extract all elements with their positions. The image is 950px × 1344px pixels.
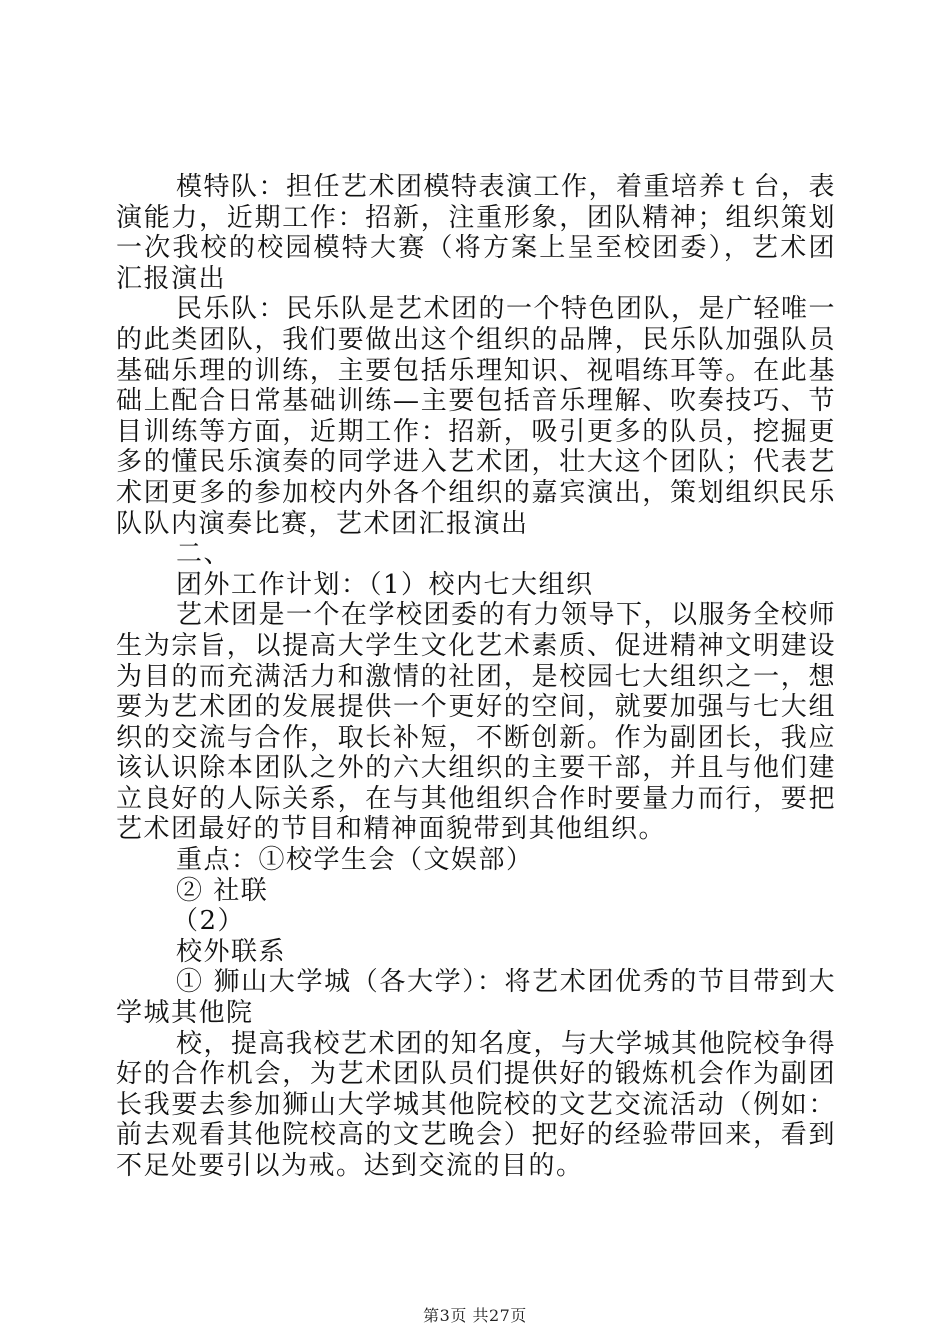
key-point-society-union: ② 社联 xyxy=(176,875,269,906)
paragraph-model-team: 模特队：担任艺术团模特表演工作，着重培养ｔ台，表演能力，近期工作：招新，注重形象，团队精神；组织策划一次我校的校园模特大赛（将方案上呈至校团委），艺术团汇报演出 xyxy=(116,172,837,294)
external-contacts-heading: 校外联系 xyxy=(176,936,287,967)
section-heading-two: 二、 xyxy=(176,539,232,570)
key-points-line: 重点：①校学生会（文娱部） xyxy=(176,845,534,876)
external-plan-heading: 团外工作计划：（1）校内七大组织 xyxy=(176,569,594,600)
paragraph-art-troupe: 艺术团是一个在学校团委的有力领导下，以服务全校师生为宗旨，以提高大学生文化艺术素质、促进精神文明建设为目的而充满活力和激情的社团，是校园七大组织之一，想要为艺术团的发展提供一个更好的空间，就要加强与七大组织的交流与合作，取长补短，不断创新。作为副团长，我应该认识除本团队之外的六大组织的主要干部，并且与他们建立良好的人际关系，在与其他组织合作时要量力而行，要把艺术团最好的节目和精神面貌带到其他组织。 xyxy=(116,600,837,845)
paragraph-shishan-university-town: ① 狮山大学城（各大学）：将艺术团优秀的节目带到大学城其他院 xyxy=(116,967,836,1029)
document-body xyxy=(116,172,836,1182)
paragraph-exchange-activities: 校，提高我校艺术团的知名度，与大学城其他院校争得好的合作机会，为艺术团队员们提供好的锻炼机会作为副团长我要去参加狮山大学城其他院校的文艺交流活动（例如：前去观看其他院校高的文艺晚会）把好的经验带回来，看到不足处要引以为戒。达到交流的目的。 xyxy=(116,1028,837,1181)
item-number-two: （2） xyxy=(172,906,246,937)
page-number-footer: 第3页 共27页 xyxy=(423,1306,527,1325)
paragraph-folk-band: 民乐队：民乐队是艺术团的一个特色团队，是广轻唯一的此类团队，我们要做出这个组织的品牌，民乐队加强队员基础乐理的训练，主要包括乐理知识、视唱练耳等。在此基础上配合日常基础训练—主要包括音乐理解、吹奏技巧、节目训练等方面，近期工作：招新，吸引更多的队员，挖掘更多的懂民乐演奏的同学进入艺术团，壮大这个团队；代表艺术团更多的参加校内外各个组织的嘉宾演出，策划组织民乐队队内演奏比赛，艺术团汇报演出 xyxy=(116,294,837,539)
